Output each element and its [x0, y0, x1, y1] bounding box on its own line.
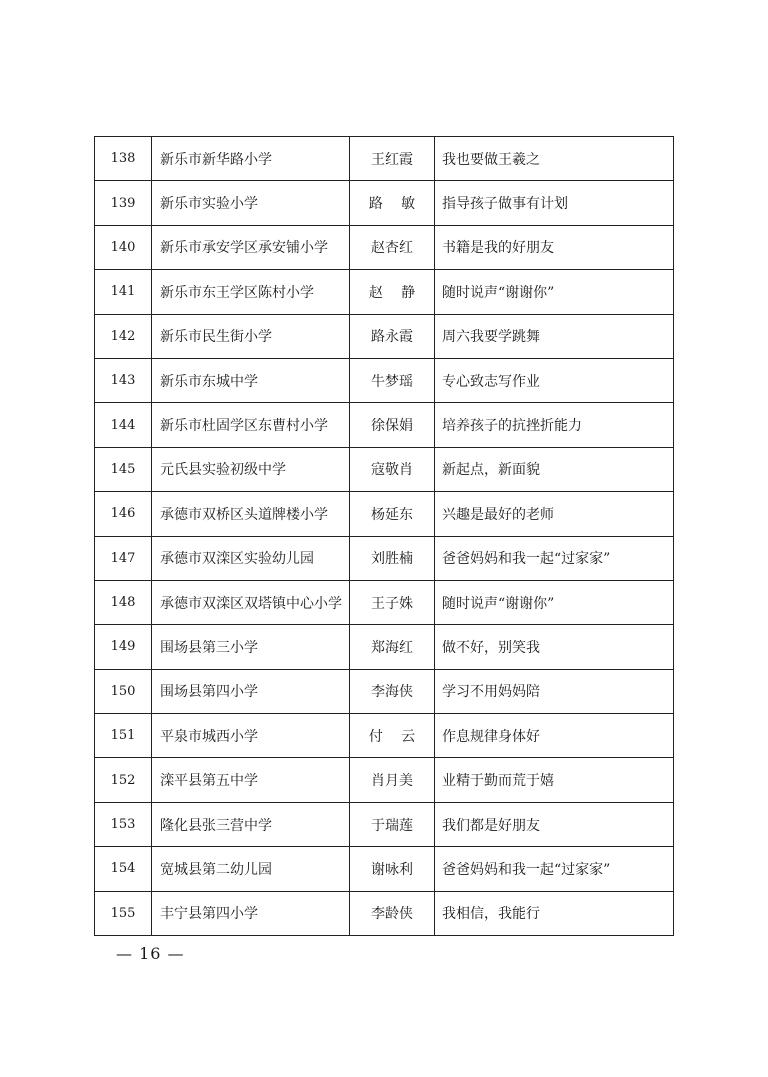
teacher-name-text: 李海侠 [371, 684, 413, 701]
teacher-name [350, 314, 435, 358]
table-row [95, 802, 674, 846]
teacher-name-text: 牛梦瑶 [371, 373, 413, 390]
row-number: 141 [95, 270, 152, 314]
table-row [95, 137, 674, 181]
teacher-name-text: 赵静 [368, 284, 434, 301]
row-number: 147 [95, 536, 152, 580]
row-number: 151 [95, 714, 152, 758]
table-row [95, 314, 674, 358]
teacher-name [350, 580, 435, 624]
article-title: 随时说声“谢谢你” [435, 270, 674, 314]
teacher-name-text: 郑海红 [371, 639, 413, 656]
teacher-name-text: 路敏 [368, 196, 434, 213]
teacher-name-text: 寇敬肖 [371, 462, 413, 479]
school-name: 新乐市民生街小学 [152, 314, 350, 358]
article-title: 指导孩子做事有计划 [435, 181, 674, 225]
table-row [95, 847, 674, 891]
article-title: 做不好，别笑我 [435, 625, 674, 669]
row-number: 138 [95, 137, 152, 181]
row-number: 145 [95, 447, 152, 491]
teacher-name-text: 肖月美 [371, 773, 413, 790]
entries-table [94, 136, 674, 936]
teacher-name [350, 492, 435, 536]
teacher-name-text: 徐保娟 [371, 418, 413, 435]
teacher-name-text: 谢咏利 [371, 861, 413, 878]
page-number: — 16 — [116, 944, 185, 963]
article-title: 爸爸妈妈和我一起“过家家” [435, 847, 674, 891]
row-number: 149 [95, 625, 152, 669]
table-row [95, 492, 674, 536]
school-name: 围场县第三小学 [152, 625, 350, 669]
teacher-name [350, 802, 435, 846]
teacher-name-text: 王子姝 [371, 595, 413, 612]
teacher-name [350, 758, 435, 802]
row-number: 150 [95, 669, 152, 713]
article-title: 我也要做王羲之 [435, 137, 674, 181]
row-number: 154 [95, 847, 152, 891]
article-title: 周六我要学跳舞 [435, 314, 674, 358]
table-row [95, 447, 674, 491]
article-title: 学习不用妈妈陪 [435, 669, 674, 713]
entries-table-body [95, 137, 674, 936]
school-name: 新乐市杜固学区东曹村小学 [152, 403, 350, 447]
school-name: 新乐市新华路小学 [152, 137, 350, 181]
row-number: 148 [95, 580, 152, 624]
teacher-name [350, 181, 435, 225]
article-title: 我相信，我能行 [435, 891, 674, 935]
teacher-name-text: 刘胜楠 [371, 551, 413, 568]
article-title: 专心致志写作业 [435, 358, 674, 402]
article-title: 兴趣是最好的老师 [435, 492, 674, 536]
teacher-name [350, 270, 435, 314]
row-number: 153 [95, 802, 152, 846]
row-number: 144 [95, 403, 152, 447]
school-name: 新乐市承安学区承安铺小学 [152, 225, 350, 269]
teacher-name-text: 李龄侠 [371, 906, 413, 923]
teacher-name [350, 225, 435, 269]
row-number: 146 [95, 492, 152, 536]
article-title: 培养孩子的抗挫折能力 [435, 403, 674, 447]
table-row [95, 891, 674, 935]
table-row [95, 669, 674, 713]
table-row [95, 714, 674, 758]
school-name: 滦平县第五中学 [152, 758, 350, 802]
school-name: 平泉市城西小学 [152, 714, 350, 758]
teacher-name [350, 536, 435, 580]
row-number: 139 [95, 181, 152, 225]
entries-table-container [94, 136, 674, 936]
teacher-name-text: 于瑞莲 [371, 817, 413, 834]
teacher-name [350, 669, 435, 713]
article-title: 业精于勤而荒于嬉 [435, 758, 674, 802]
school-name: 隆化县张三营中学 [152, 802, 350, 846]
row-number: 152 [95, 758, 152, 802]
teacher-name [350, 625, 435, 669]
table-row [95, 625, 674, 669]
school-name: 承德市双滦区实验幼儿园 [152, 536, 350, 580]
row-number: 142 [95, 314, 152, 358]
table-row [95, 358, 674, 402]
teacher-name [350, 891, 435, 935]
article-title: 我们都是好朋友 [435, 802, 674, 846]
school-name: 围场县第四小学 [152, 669, 350, 713]
teacher-name [350, 358, 435, 402]
school-name: 新乐市东王学区陈村小学 [152, 270, 350, 314]
teacher-name [350, 447, 435, 491]
school-name: 承德市双桥区头道牌楼小学 [152, 492, 350, 536]
article-title: 新起点，新面貌 [435, 447, 674, 491]
teacher-name [350, 847, 435, 891]
teacher-name-text: 付云 [368, 728, 434, 745]
teacher-name-text: 赵杏红 [371, 240, 413, 257]
teacher-name [350, 137, 435, 181]
article-title: 随时说声“谢谢你” [435, 580, 674, 624]
table-row [95, 536, 674, 580]
teacher-name-text: 路永霞 [371, 329, 413, 346]
table-row [95, 758, 674, 802]
teacher-name [350, 403, 435, 447]
row-number: 140 [95, 225, 152, 269]
school-name: 承德市双滦区双塔镇中心小学 [152, 580, 350, 624]
teacher-name [350, 714, 435, 758]
table-row [95, 403, 674, 447]
school-name: 新乐市实验小学 [152, 181, 350, 225]
school-name: 丰宁县第四小学 [152, 891, 350, 935]
teacher-name-text: 王红霞 [371, 151, 413, 168]
table-row [95, 270, 674, 314]
table-row [95, 225, 674, 269]
school-name: 宽城县第二幼儿园 [152, 847, 350, 891]
row-number: 155 [95, 891, 152, 935]
table-row [95, 181, 674, 225]
teacher-name-text: 杨延东 [371, 506, 413, 523]
school-name: 元氏县实验初级中学 [152, 447, 350, 491]
article-title: 爸爸妈妈和我一起“过家家” [435, 536, 674, 580]
table-row [95, 580, 674, 624]
article-title: 作息规律身体好 [435, 714, 674, 758]
article-title: 书籍是我的好朋友 [435, 225, 674, 269]
row-number: 143 [95, 358, 152, 402]
school-name: 新乐市东城中学 [152, 358, 350, 402]
